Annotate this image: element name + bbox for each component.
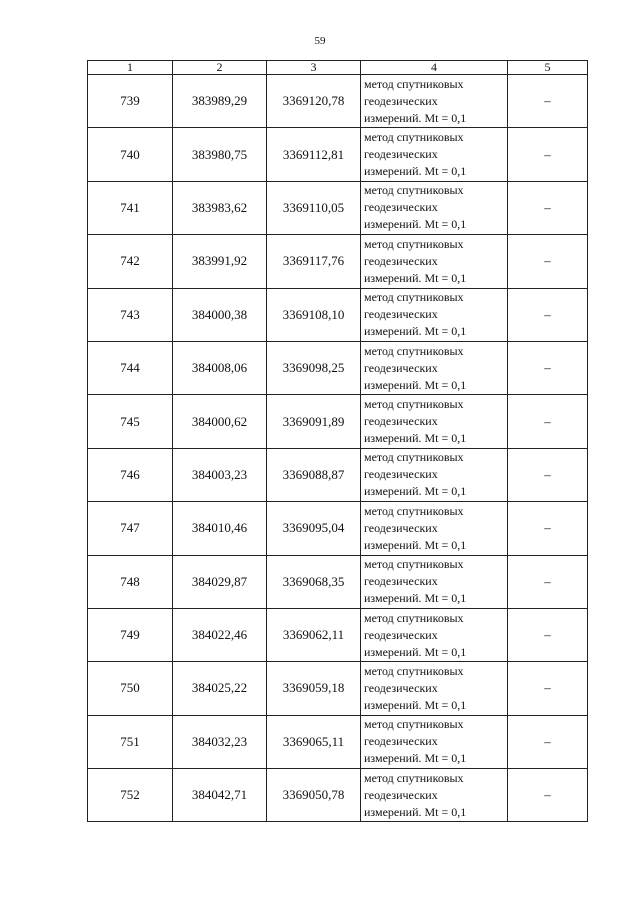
y-coordinate-cell: 3369095,04 — [267, 502, 361, 555]
method-line: метод спутниковых — [364, 503, 464, 518]
method-line: геодезических — [364, 680, 438, 695]
note-cell: – — [508, 555, 588, 608]
point-number-cell: 739 — [88, 75, 173, 128]
note-cell: – — [508, 395, 588, 448]
method-line: метод спутниковых — [364, 557, 464, 572]
method-cell — [361, 448, 508, 501]
method-line: метод спутниковых — [364, 290, 464, 305]
method-line: геодезических — [364, 200, 438, 215]
method-cell — [361, 769, 508, 822]
table-row — [88, 181, 588, 234]
method-line: метод спутниковых — [364, 450, 464, 465]
y-coordinate-cell: 3369098,25 — [267, 341, 361, 394]
method-line: измерений. Mt = 0,1 — [364, 164, 467, 179]
point-number-cell: 744 — [88, 341, 173, 394]
column-header-1: 1 — [88, 61, 173, 75]
x-coordinate-cell: 383991,92 — [173, 235, 267, 288]
table-row — [88, 769, 588, 822]
coordinates-table — [87, 60, 588, 822]
point-number-cell: 742 — [88, 235, 173, 288]
method-line: измерений. Mt = 0,1 — [364, 644, 467, 659]
note-cell: – — [508, 715, 588, 768]
header-row — [88, 61, 588, 75]
method-cell — [361, 128, 508, 181]
method-cell — [361, 555, 508, 608]
note-cell: – — [508, 128, 588, 181]
method-line: метод спутниковых — [364, 343, 464, 358]
y-coordinate-cell: 3369062,11 — [267, 608, 361, 661]
method-line: геодезических — [364, 147, 438, 162]
page-number: 59 — [314, 35, 326, 47]
table-row — [88, 235, 588, 288]
point-number-cell: 740 — [88, 128, 173, 181]
y-coordinate-cell: 3369110,05 — [267, 181, 361, 234]
point-number-cell: 747 — [88, 502, 173, 555]
x-coordinate-cell: 384003,23 — [173, 448, 267, 501]
note-cell: – — [508, 608, 588, 661]
method-line: метод спутниковых — [364, 663, 464, 678]
table-row — [88, 288, 588, 341]
point-number-cell: 741 — [88, 181, 173, 234]
table-row — [88, 662, 588, 715]
x-coordinate-cell: 384025,22 — [173, 662, 267, 715]
method-line: геодезических — [364, 414, 438, 429]
x-coordinate-cell: 383989,29 — [173, 75, 267, 128]
method-line: геодезических — [364, 787, 438, 802]
table-row — [88, 715, 588, 768]
method-line: метод спутниковых — [364, 130, 464, 145]
table-row — [88, 395, 588, 448]
y-coordinate-cell: 3369091,89 — [267, 395, 361, 448]
note-cell: – — [508, 181, 588, 234]
method-line: измерений. Mt = 0,1 — [364, 324, 467, 339]
method-line: геодезических — [364, 734, 438, 749]
note-cell: – — [508, 769, 588, 822]
table-row — [88, 555, 588, 608]
point-number-cell: 750 — [88, 662, 173, 715]
point-number-cell: 748 — [88, 555, 173, 608]
method-line: геодезических — [364, 253, 438, 268]
x-coordinate-cell: 384022,46 — [173, 608, 267, 661]
method-line: измерений. Mt = 0,1 — [364, 110, 467, 125]
note-cell: – — [508, 288, 588, 341]
method-cell — [361, 395, 508, 448]
y-coordinate-cell: 3369050,78 — [267, 769, 361, 822]
method-line: измерений. Mt = 0,1 — [364, 217, 467, 232]
method-cell — [361, 715, 508, 768]
y-coordinate-cell: 3369112,81 — [267, 128, 361, 181]
point-number-cell: 745 — [88, 395, 173, 448]
method-line: измерений. Mt = 0,1 — [364, 804, 467, 819]
method-line: метод спутниковых — [364, 183, 464, 198]
column-header-5: 5 — [508, 61, 588, 75]
y-coordinate-cell: 3369108,10 — [267, 288, 361, 341]
point-number-cell: 743 — [88, 288, 173, 341]
method-cell — [361, 662, 508, 715]
method-line: геодезических — [364, 520, 438, 535]
method-line: геодезических — [364, 467, 438, 482]
x-coordinate-cell: 384000,38 — [173, 288, 267, 341]
point-number-cell: 746 — [88, 448, 173, 501]
note-cell: – — [508, 341, 588, 394]
y-coordinate-cell: 3369065,11 — [267, 715, 361, 768]
x-coordinate-cell: 384029,87 — [173, 555, 267, 608]
method-line: измерений. Mt = 0,1 — [364, 484, 467, 499]
method-line: геодезических — [364, 627, 438, 642]
y-coordinate-cell: 3369059,18 — [267, 662, 361, 715]
method-line: измерений. Mt = 0,1 — [364, 537, 467, 552]
note-cell: – — [508, 75, 588, 128]
table-row — [88, 448, 588, 501]
method-line: геодезических — [364, 360, 438, 375]
method-line: измерений. Mt = 0,1 — [364, 591, 467, 606]
method-line: геодезических — [364, 307, 438, 322]
table-body — [88, 75, 588, 822]
point-number-cell: 749 — [88, 608, 173, 661]
column-header-4: 4 — [361, 61, 508, 75]
y-coordinate-cell: 3369068,35 — [267, 555, 361, 608]
method-cell — [361, 235, 508, 288]
method-line: метод спутниковых — [364, 236, 464, 251]
table-row — [88, 608, 588, 661]
y-coordinate-cell: 3369120,78 — [267, 75, 361, 128]
column-header-3: 3 — [267, 61, 361, 75]
y-coordinate-cell: 3369088,87 — [267, 448, 361, 501]
method-line: геодезических — [364, 93, 438, 108]
table-row — [88, 502, 588, 555]
method-cell — [361, 341, 508, 394]
table-row — [88, 128, 588, 181]
method-line: метод спутниковых — [364, 770, 464, 785]
method-line: метод спутниковых — [364, 717, 464, 732]
note-cell: – — [508, 502, 588, 555]
note-cell: – — [508, 448, 588, 501]
x-coordinate-cell: 383983,62 — [173, 181, 267, 234]
table-row — [88, 341, 588, 394]
table-header — [88, 61, 588, 75]
method-line: метод спутниковых — [364, 76, 464, 91]
method-cell — [361, 75, 508, 128]
method-line: измерений. Mt = 0,1 — [364, 377, 467, 392]
y-coordinate-cell: 3369117,76 — [267, 235, 361, 288]
point-number-cell: 752 — [88, 769, 173, 822]
table-row — [88, 75, 588, 128]
x-coordinate-cell: 384042,71 — [173, 769, 267, 822]
x-coordinate-cell: 384000,62 — [173, 395, 267, 448]
column-header-2: 2 — [173, 61, 267, 75]
method-cell — [361, 502, 508, 555]
method-line: измерений. Mt = 0,1 — [364, 751, 467, 766]
point-number-cell: 751 — [88, 715, 173, 768]
method-line: измерений. Mt = 0,1 — [364, 431, 467, 446]
method-line: метод спутниковых — [364, 610, 464, 625]
method-line: измерений. Mt = 0,1 — [364, 270, 467, 285]
note-cell: – — [508, 662, 588, 715]
method-line: геодезических — [364, 574, 438, 589]
method-line: измерений. Mt = 0,1 — [364, 697, 467, 712]
x-coordinate-cell: 384008,06 — [173, 341, 267, 394]
x-coordinate-cell: 384010,46 — [173, 502, 267, 555]
method-cell — [361, 608, 508, 661]
x-coordinate-cell: 383980,75 — [173, 128, 267, 181]
x-coordinate-cell: 384032,23 — [173, 715, 267, 768]
note-cell: – — [508, 235, 588, 288]
method-cell — [361, 288, 508, 341]
method-cell — [361, 181, 508, 234]
method-line: метод спутниковых — [364, 397, 464, 412]
